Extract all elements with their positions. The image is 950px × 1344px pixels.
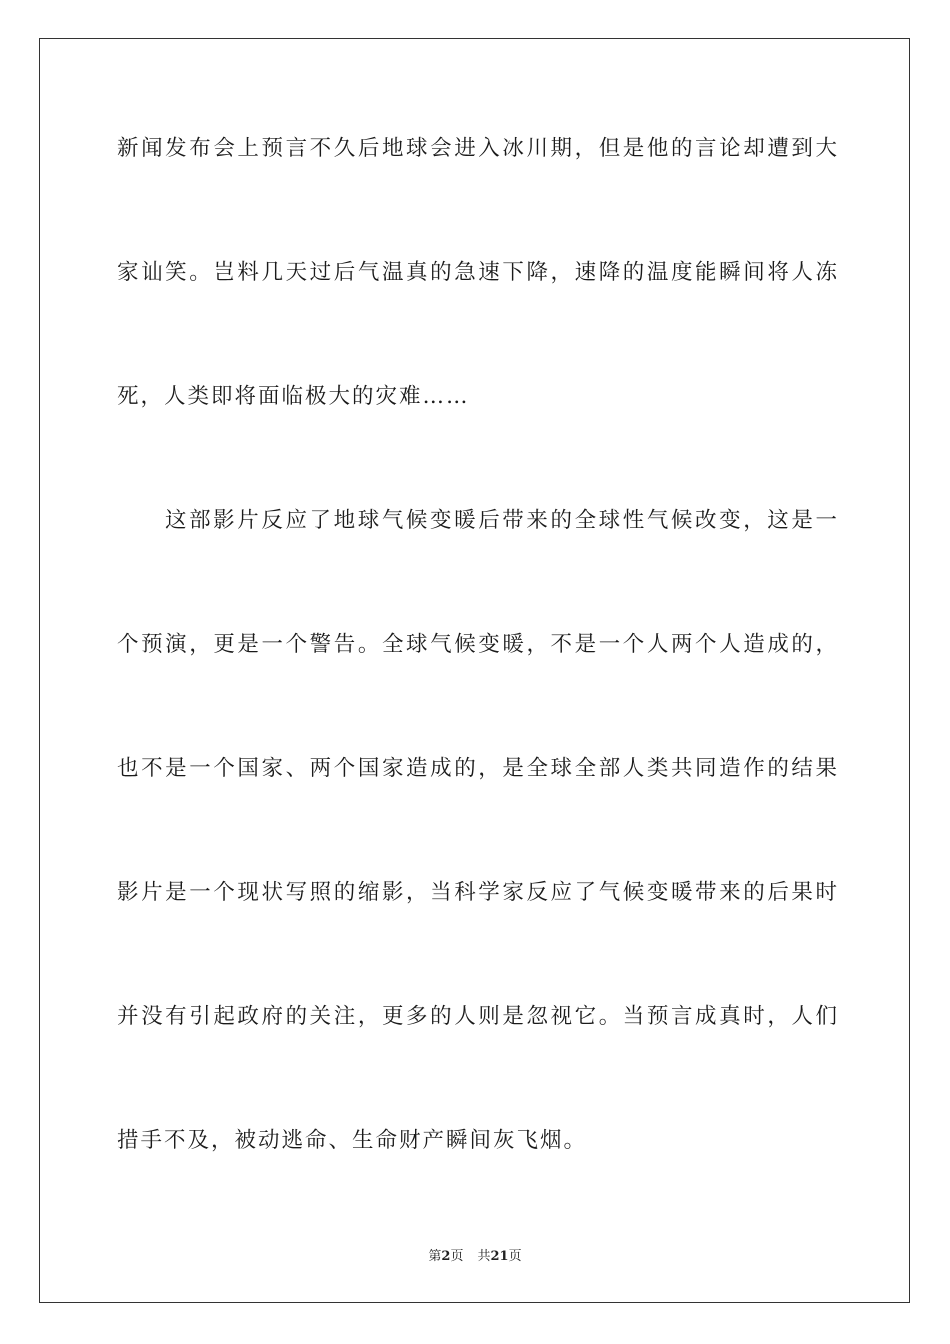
text-line-3: 死，人类即将面临极大的灾难…… [117,384,470,409]
page-prefix: 第 [428,1249,442,1264]
text-line-8: 并没有引起政府的关注，更多的人则是忽视它。当预言成真时，人们 [117,1004,837,1029]
total-prefix: 共 [477,1249,491,1264]
total-pages: 21 [490,1249,509,1264]
page-border [39,38,910,1303]
page-number: 2 [441,1249,451,1264]
text-line-9: 措手不及，被动逃命、生命财产瞬间灰飞烟。 [117,1128,588,1153]
text-line-7: 影片是一个现状写照的缩影，当科学家反应了气候变暖带来的后果时 [117,880,837,905]
text-line-2: 家讪笑。岂料几天过后气温真的急速下降，速降的温度能瞬间将人冻 [117,260,837,285]
text-line-4-paragraph-start: 这部影片反应了地球气候变暖后带来的全球性气候改变，这是一 [165,508,837,533]
page-suffix: 页 [450,1249,464,1264]
text-line-5: 个预演，更是一个警告。全球气候变暖，不是一个人两个人造成的， [117,632,837,657]
page-footer [0,1247,950,1267]
text-line-6: 也不是一个国家、两个国家造成的，是全球全部人类共同造作的结果 [117,756,837,781]
text-line-1: 新闻发布会上预言不久后地球会进入冰川期，但是他的言论却遭到大 [117,136,837,161]
total-suffix: 页 [508,1249,522,1264]
